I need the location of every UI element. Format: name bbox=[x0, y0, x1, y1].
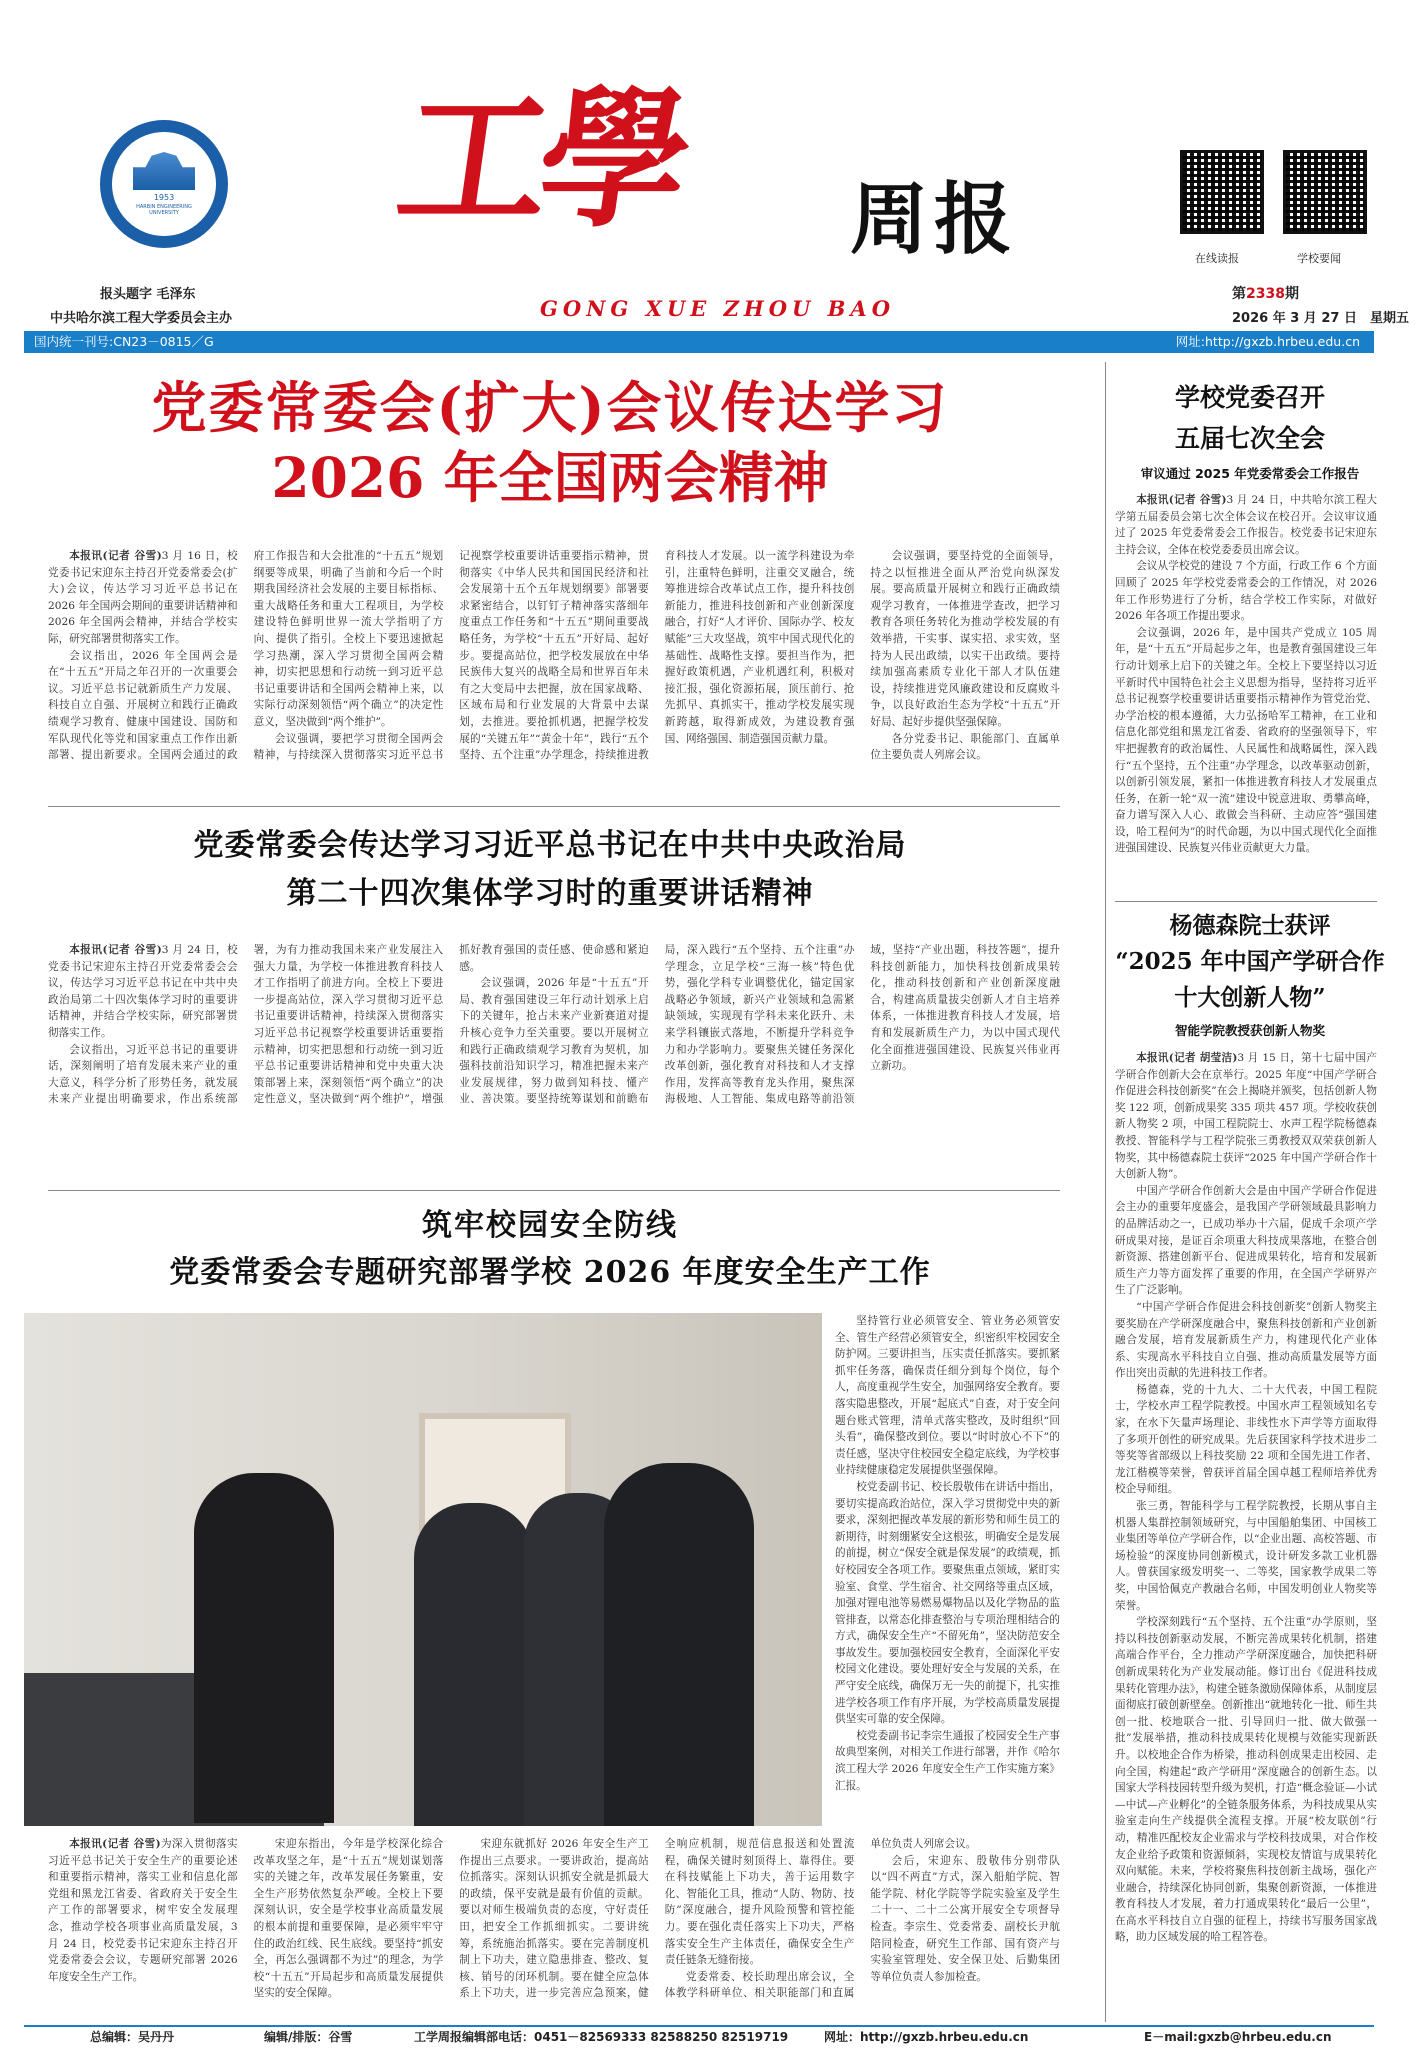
sidebar1-subtitle: 审议通过 2025 年党委常委会工作报告 bbox=[1140, 466, 1360, 481]
sidebar1-body: 本报讯(记者 谷雪)3 月 24 日，中共哈尔滨工程大学第五届委员会第七次全体会议在校召开。会议审议通过了 2025 年党委常委会工作报告。校党委书记宋迎东主持会议，全体在校党委委员出席会议。 会议从学校党的建设 7 个方面，行政工作 6 个方面回顾了 2025 年学校党委常委会的工作情况，对 2026 年工作形势进行了分析，结合学校工作实际，对做好 2026 年各项工作提出要求。 会议强调，2026 年，是中国共产党成立 105 周年，是“十五五”开局起步之年，也是教育强国建设三年行动计划承上启下的关键之年。全校上下要坚持以习近平新时代中国特色社会主义思想为指导，坚持将习近平总书记视察学校重要讲话重要指示精神作为管党治党、办学治校的根本遵循，大力弘扬哈军工精神，在工业和信息化部党组和黑龙江省委、省政府的坚强领导下，牢牢把握教育的政治属性、人民属性和战略属性，深入践行“五个坚持，五个注重”办学理念，以改革驱动创新，以创新引领发展，紧扣一体推进教育科技人才发展重点任务，在新一轮“双一流”建设中锐意进取、勇攀高峰，奋力谱写深入人心、敢做会当科研、主动应答“强国建设，哈工程何为”的时代命题，为以中国式现代化全面推进强国建设、民族复兴伟业贡献更大力量。 bbox=[1115, 494, 1377, 855]
sidebar1-title-line2: 五届七次全会 bbox=[1174, 424, 1325, 453]
seal-text: HARBIN ENGINEERING UNIVERSITY bbox=[136, 204, 192, 216]
website[interactable]: 网址:http://gxzb.hrbeu.edu.cn bbox=[1175, 334, 1360, 349]
qr-code-icon[interactable] bbox=[1283, 150, 1367, 234]
sidebar2-lead: 本报讯(记者 胡莹洁) bbox=[1136, 1052, 1238, 1064]
footer-editor: 编辑/排版：谷雪 bbox=[264, 2030, 353, 2044]
sidebar2-title-line3: 十大创新人物” bbox=[1174, 984, 1326, 1011]
article3-body-right: 坚持管行业必须管安全、管业务必须管安全、管生产经营必须管安全，织密织牢校园安全防护网。三要讲担当，压实责任抓落实。要抓紧抓牢任务落，确保责任细分到每个岗位，每个人，高度重视学生安全，加强网络安全教育。要落实隐患整改，开展“起底式”自查，对于安全问题台账式管理，清单式落实整改，及时组织“回头看”，确保整改到位。要以“时时放心不下”的责任感，坚决守住校园安全稳定底线，为学校事业持续健康稳定发展提供坚强保障。 校党委副书记、校长殷敬伟在讲话中指出，要切实提高政治站位，深入学习贯彻党中央的新要求，深刻把握改革发展的新形势和师生员工的新期待，时刻绷紧安全这根弦，明确安全是发展的前提，树立“保安全就是保发展”的政绩观，抓好校园安全各项工作。要聚焦重点领域，紧盯实验室、食堂、学生宿舍、社交网络等重点区域，加强对锂电池等易燃易爆物品以及化学物品的监管排查，以常态化排查整治与专项治理相结合的方式，确保安全生产“不留死角”，坚决防范安全事故发生。要加强校园安全教育，全面深化平安校园文化建设。要处理好安全与发展的关系，在严守安全底线，确保万无一失的前提下，扎实推进学校各项工作有序开展，为学校高质量发展提供坚实可靠的安全保障。 校党委副书记李宗生通报了校园安全生产事故典型案例，对相关工作进行部署，并作《哈尔滨工程大学 2026 年度安全生产工作实施方案》汇报。 bbox=[835, 1315, 1060, 1792]
photo-person bbox=[414, 1503, 534, 1826]
article2-body: 本报讯(记者 谷雪)3 月 24 日，校党委书记宋迎东主持召开党委常委会会议，传达学习习近平总书记在中共中央政治局第二十四次集体学习时的重要讲话精神，并结合学校实际，研究部署贯彻落实工作。 会议指出，习近平总书记的重要讲话，深刻阐明了培育发展未来产业的重大意义，科学分析了形势任务，就发展未来产业提出明确要求，作出系统部署，为有力推动我国未来产业发展注入强大力量，为学校一体推进教育科技人才工作指明了前进方向。全校上下要进一步提高站位，深入学习贯彻习近平总书记重要讲话精神，持续深入贯彻落实习近平总书记视察学校重要讲话重要指示精神，切实把思想和行动统一到习近平总书记重要讲话精神和党中央重大决策部署上来，深刻领悟“两个确立”的决定性意义，坚决做到“两个维护”，增强抓好教育强国的责任感、使命感和紧迫感。 会议强调，2026 年是“十五五”开局、教育强国建设三年行动计划承上启下的关键年，抢占未来产业新赛道对提升核心竞争力至关重要。要以开展树立和践行正确政绩观学习教育为契机，加强科技前沿知识学习，精准把握未来产业发展规律，努力做到知科技、懂产业、善决策。要坚持统筹谋划和前瞻布局，深入践行“五个坚持、五个注重”办学理念，立足学校“三海一核”特色优势，强化学科专业调整优化，锚定国家战略必争领域，新兴产业领域和急需紧缺领域，实现现有学科未来化跃升、未来学科镶嵌式落地，不断提升学科竞争力和办学影响力。要聚焦关键任务深化改革创新，强化教育对科技和人才支撑作用，发挥高等教育龙头作用，聚焦深海极地、人工智能、集成电路等前沿领域，坚持“产业出题，科技答题”，提升科技创新能力，加快科技创新成果转化，推动科技创新和产业创新深度融合，构建高质量拔尖创新人才自主培养体系，一体推进教育科技人才发展，培育和发展新质生产力，为以中国式现代化全面推进强国建设、民族复兴伟业再立新功。 bbox=[48, 944, 1060, 1106]
footer-rule bbox=[24, 2025, 1374, 2027]
divider bbox=[48, 1190, 1060, 1191]
issue-number: 第2338期 bbox=[1232, 286, 1299, 302]
seal-year: 1953 bbox=[153, 193, 175, 202]
issue-date: 2026 年 3 月 27 日 星期五 bbox=[1232, 311, 1409, 326]
sidebar-divider bbox=[1105, 362, 1106, 2022]
article2-title-line1: 党委常委会传达学习习近平总书记在中共中央政治局 bbox=[193, 828, 907, 863]
sponsor: 中共哈尔滨工程大学委员会主办 bbox=[50, 311, 233, 326]
sidebar2-subtitle: 智能学院教授获创新人物奖 bbox=[1174, 1023, 1325, 1038]
article3-body-bottom: 本报讯(记者 谷雪)为深入贯彻落实习近平总书记关于安全生产的重要论述和重要指示精神，落实工业和信息化部党组和黑龙江省委、省政府关于安全生产工作的部署要求，树牢安全发展理念，推动学校各项事业高质量发展，3 月 24 日，校党委书记宋迎东主持召开党委常委会会议，专题研究部署 2026 年度安全生产工作。 宋迎东指出，今年是学校深化综合改革攻坚之年，是“十五五”规划谋划落实的关键之年，改革发展任务繁重，安全生产形势依然复杂严峻。全校上下要深刻认识，安全是学校事业高质量发展的根本前提和重要保障，是必须牢牢守住的政治红线、民生底线。要坚持“抓安全，再怎么强调都不为过”的理念，为学校“十五五”开局起步和高质量发展提供坚实的安全保障。 宋迎东就抓好 2026 年安全生产工作提出三点要求。一要讲政治，提高站位抓落实。深刻认识抓安全就是抓最大的政绩，保平安就是最有价值的贡献。要以对师生极端负责的态度，守好责任田，把安全工作抓细抓实。二要讲统筹，系统施治抓落实。要在完善制度机制上下功夫，建立隐患排查、整改、复核、销号的闭环机制。要在健全应急体系上下功夫，进一步完善应急预案，健全响应机制，规范信息报送和处置流程，确保关键时刻顶得上、靠得住。要在科技赋能上下功夫，善于运用数字化、智能化工具，推动“人防、物防、技防”深度融合，提升风险预警和管控能力。要在强化责任落实上下功夫，严格落实安全生产主体责任，确保安全生产责任链条无缝衔接。 党委常委、校长助理出席会议，全体教学科研单位、相关职能部门和直属单位负责人列席会议。 会后，宋迎东、殷敬伟分别带队以“四不两直”方式，深入船舶学院、智能学院、材化学院等学院实验室及学生二十一、二十二公寓开展安全专项督导检查。李宗生、党委常委、副校长尹航陪同检查，研究生工作部、国有资产与实验室管理处、安全保卫处、后勤集团等单位负责人参加检查。 bbox=[48, 1838, 1060, 2000]
masthead-pinyin: GONG XUE ZHOU BAO bbox=[540, 296, 896, 321]
university-seal-icon bbox=[100, 120, 228, 248]
inscription: 报头题字 毛泽东 bbox=[100, 287, 196, 302]
article1-title-line1: 党委常委会(扩大)会议传达学习 bbox=[151, 375, 949, 440]
article1-body: 本报讯(记者 谷雪)3 月 16 日，校党委书记宋迎东主持召开党委常委会(扩大)会议，传达学习习近平总书记在 2026 年全国两会期间的重要讲话精神和 2026 年全国两会精神，并结合学校实际，研究部署贯彻落实工作。 会议指出，2026 年全国两会是在“十五五”开局之年召开的一次重要会议。习近平总书记就新质生产力发展、科技自立自强、开展树立和践行正确政绩观学习教育、健康中国建设、国防和军队现代化等党和国家重点工作作出新部署、提出新要求。全国两会通过的政府工作报告和大会批准的“十五五”规划纲要等成果，明确了当前和今后一个时期我国经济社会发展的主要目标指标、重大战略任务和重大工程项目，为学校建设特色鲜明世界一流大学指明了方向、提供了指引。全校上下要迅速掀起学习热潮，深入学习贯彻全国两会精神，切实把思想和行动统一到习近平总书记重要讲话和全国两会精神上来，以实际行动深刻领悟“两个确立”的决定性意义，坚决做到“两个维护”。 会议强调，要把学习贯彻全国两会精神，与持续深入贯彻落实习近平总书记视察学校重要讲话重要指示精神，贯彻落实《中华人民共和国国民经济和社会发展第十五个五年规划纲要》部署要求紧密结合，以钉钉子精神落实落细年度重点工作任务和“十五五”期间重要战略任务，为学校“十五五”开好局、起好步。要提高站位，把学校发展放在中华民族伟大复兴的战略全局和世界百年未有之大变局中去把握，放在国家战略、区域布局和行业发展的大背景中去谋划，去推进。要抢抓机遇，把握学校发展的“关键五年”“黄金十年”，践行“五个坚持、五个注重”办学理念，持续推进教育科技人才发展。以一流学科建设为牵引，注重特色鲜明，注重交叉融合，统筹推进综合改革试点工作，提升科技创新能力，推进科技创新和产业创新深度融合，打好“人才评价、国际办学、校友赋能”三大攻坚战，筑牢中国式现代化的基础性、战略性支撑。要担当作为，把握好政策机遇，产业机遇红利，积极对接汇报，强化资源拓展，顶压前行、抢先抓早、真抓实干，推动学校发展实现新跨越，取得新成效，为建设教育强国、网络强国、制造强国贡献力量。 会议强调，要坚持党的全面领导，持之以恒推进全面从严治党向纵深发展。要高质量开展树立和践行正确政绩观学习教育，一体推进学查改，把学习教育各项任务转化为推动学校发展的有效举措，干实事、谋实招、求实效，坚持为人民出政绩，以实干出政绩。要持续加强高素质专业化干部人才队伍建设，持续推进党风廉政建设和反腐败斗争，以良好政治生态为学校“十五五”开好局、起好步提供坚强保障。 各分党委书记、职能部门、直属单位主要负责人列席会议。 bbox=[48, 550, 1060, 762]
masthead-calligraphy-logo: 工學 bbox=[387, 72, 693, 248]
sidebar1-lead: 本报讯(记者 谷雪) bbox=[1136, 494, 1227, 506]
photo-person bbox=[194, 1473, 334, 1823]
qr-code-icon[interactable] bbox=[1180, 150, 1264, 234]
issue-number-value: 2338 bbox=[1246, 286, 1285, 302]
divider bbox=[1115, 901, 1377, 902]
article2-lead: 本报讯(记者 谷雪) bbox=[69, 944, 162, 956]
sidebar1-title-line1: 学校党委召开 bbox=[1174, 383, 1325, 412]
sidebar2-title-line1: 杨德森院士获评 bbox=[1169, 912, 1331, 939]
photo-person bbox=[604, 1463, 754, 1826]
qr-label-news: 学校要闻 bbox=[1297, 252, 1341, 265]
masthead-weekly-title: 周报 bbox=[850, 175, 1019, 265]
article1-lead: 本报讯(记者 谷雪) bbox=[69, 550, 162, 562]
info-bar bbox=[24, 331, 1374, 353]
article3-title-line1: 筑牢校园安全防线 bbox=[422, 1208, 678, 1243]
footer-phone: 工学周报编辑部电话：0451－82569333 82588250 82519719 bbox=[414, 2030, 789, 2044]
sidebar2-body: 本报讯(记者 胡莹洁)3 月 15 日，第十七届中国产学研合作创新大会在京举行。2025 年度“中国产学研合作促进会科技创新奖”在会上揭晓并颁奖，包括创新人物奖 122 项，创新成果奖 335 项共 457 项。学校收获创新人物奖 2 项，中国工程院院士、水声工程学院杨德森教授、智能科学与工程学院张三勇教授双双荣获创新人物奖，其中杨德森院士获评“2025 年中国产学研合作十大创新人物”。 中国产学研合作创新大会是由中国产学研合作促进会主办的重要年度盛会，是我国产学研领域最具影响力的品牌活动之一，已成功举办十六届，促成千余项产学研成果对接，是证百余项重大科技成果落地，在整合创新资源、搭建创新平台、促进成果转化，培育和发展新质生产力等方面发挥了重要的作用，在全国产学研界产生了广泛影响。 “中国产学研合作促进会科技创新奖”创新人物奖主要奖励在产学研深度融合中，聚焦科技创新和产业创新融合发展，培育发展新质生产力，构建现代化产业体系、实现高水平科技自立自强、推动高质量发展等方面作出突出贡献的先进科技工作者。 杨德森，党的十九大、二十大代表，中国工程院士，学校水声工程学院教授。中国水声工程领域知名专家，在水下矢量声场理论、非线性水下声学等方面取得了多项开创性的研究成果。先后获国家科学技术进步二等奖等省部级以上科技奖励 22 项和全国先进工作者、龙江楷模等荣誉，曾获评首届全国卓越工程师培养优秀校企导师组。 张三勇，智能科学与工程学院教授，长期从事自主机器人集群控制领域研究，与中国船舶集团、中国核工业集团等单位产学研合作，以“企业出题、高校答题、市场检验”的深度协同创新模式，设计研发多款工业机器人。曾获国家级发明奖一、二等奖，国家教学成果二等奖，中国恰佩克产教融合名师，中国发明创业人物奖等荣誉。 学校深刻践行“五个坚持、五个注重”办学原则，坚持以科技创新驱动发展，不断完善成果转化机制，搭建高端合作平台，全力推动产学研深度融合，加快把科研创新成果转化为产业发展动能。修订出台《促进科技成果转化管理办法》，构建全链条激励保障体系，从制度层面彻底打破创新壁垒。创新推出“就地转化一批、师生共创一批、校地联合一批、引导回归一批、做大做强一批”发展举措，推动科技成果转化规模与效能实现新跃升。以校地企合作为桥梁，推动科创成果走出校园、走向全国，构建起“政产学研用”深度融合的创新生态。以国家大学科技园转型升级为契机，打造“概念验证—小试—中试—产业孵化”的全链条服务体系，为科技成果从实验室走向生产线提供全流程支撑。开展“校友联创”行动，精准匹配校友企业需求与学校科技成果，对合作校友企业给予政策和资源倾斜，实现校友情谊与成果转化双向赋能。未来，学校将聚焦科技创新主战场，强化产业融合，持续深化协同创新，集聚创新资源，一体推进教育科技人才发展，着力打通成果转化“最后一公里”，在高水平科技自立自强的征程上，持续书写服务国家战略，助力区域发展的哈工程答卷。 bbox=[1115, 1052, 1377, 1944]
issn: 国内统一刊号:CN23－0815／G bbox=[34, 334, 214, 349]
article3-lead: 本报讯(记者 谷雪) bbox=[69, 1838, 161, 1850]
sidebar2-title-line2: “2025 年中国产学研合作 bbox=[1115, 948, 1385, 975]
footer-url[interactable]: 网址：http://gxzb.hrbeu.edu.cn bbox=[824, 2030, 1029, 2044]
footer-email[interactable]: E－mail:gxzb@hrbeu.edu.cn bbox=[1144, 2030, 1332, 2044]
footer bbox=[24, 2029, 1374, 2046]
divider bbox=[48, 806, 1060, 807]
article2-title-line2: 第二十四次集体学习时的重要讲话精神 bbox=[286, 876, 814, 911]
article1-title-line2: 2026 年全国两会精神 bbox=[271, 445, 829, 510]
article3-title-line2: 党委常委会专题研究部署学校 2026 年度安全生产工作 bbox=[169, 1255, 931, 1290]
news-photo bbox=[24, 1313, 822, 1826]
qr-label-online: 在线读报 bbox=[1195, 252, 1239, 265]
footer-chief-editor: 总编辑：吴丹丹 bbox=[90, 2030, 175, 2044]
